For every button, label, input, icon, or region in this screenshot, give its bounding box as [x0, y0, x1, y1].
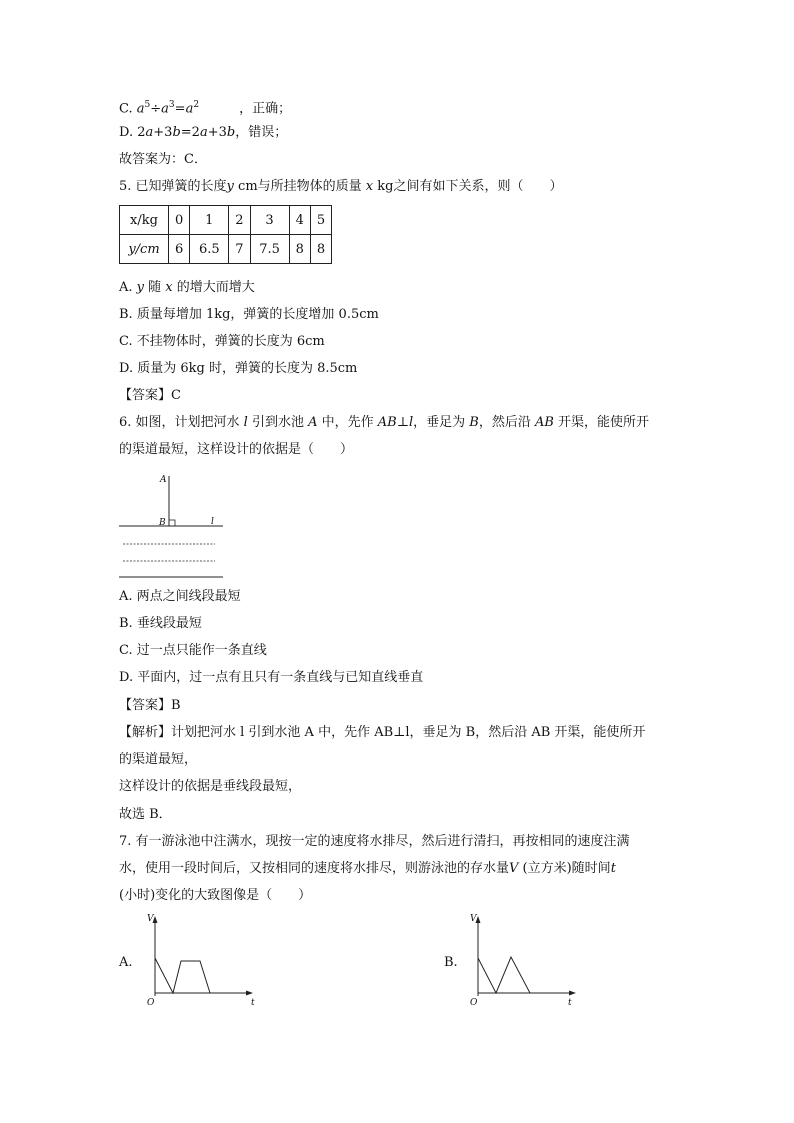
- exp: 2: [193, 100, 200, 110]
- text: +3: [153, 125, 173, 140]
- table-cell: 0: [169, 206, 190, 235]
- option-c-line: [119, 96, 291, 118]
- q7-option-a-label: A.: [119, 955, 133, 970]
- var: V: [509, 861, 519, 876]
- table-cell: 6: [169, 235, 190, 264]
- var: x: [165, 280, 173, 295]
- q5-answer: 【答案】C: [119, 388, 181, 403]
- table-cell: 8: [310, 235, 331, 264]
- var: AB: [534, 415, 554, 430]
- table-row: [120, 206, 332, 235]
- q7-option-b-label: B.: [444, 955, 458, 970]
- q6-option-d: D. 平面内，过一点有且只有一条直线与已知直线垂直: [119, 670, 424, 685]
- var: A: [308, 415, 318, 430]
- axis-label-v: V: [147, 914, 154, 924]
- text: 随: [144, 280, 166, 295]
- axis-label-t: t: [568, 998, 572, 1008]
- q7-graph-b: [468, 912, 583, 1007]
- label-l: l: [211, 517, 214, 527]
- graph-curve: [478, 957, 530, 993]
- table-cell: 3: [250, 206, 289, 235]
- text: kg之间有如下关系，则（ ）: [373, 179, 563, 194]
- text: ，错误；: [235, 125, 288, 140]
- text: 中，先作: [317, 415, 378, 430]
- var: a: [145, 125, 154, 140]
- table-cell: 2: [229, 206, 250, 235]
- axis-label-t: t: [251, 998, 255, 1008]
- text: ⊥: [396, 415, 409, 430]
- exp: 5: [144, 100, 151, 110]
- var: a: [185, 101, 194, 117]
- var: x: [365, 179, 374, 194]
- var: a: [199, 125, 208, 140]
- q6-option-b: B. 垂线段最短: [119, 616, 202, 631]
- q7-stem-line1: 7. 有一游泳池中注满水，现按一定的速度将水排尽，然后进行清扫，再按相同的速度注满: [119, 834, 630, 849]
- q7-stem-line2: [119, 860, 616, 878]
- right-angle-mark: [169, 520, 175, 526]
- q7-stem-line3: (小时)变化的大致图像是（ ）: [119, 888, 312, 903]
- table-cell: 1: [190, 206, 229, 235]
- t-axis-arrow: [246, 991, 253, 996]
- graph-curve: [155, 958, 210, 993]
- table-cell: 7: [229, 235, 250, 264]
- text: ，垂足为: [413, 415, 470, 430]
- text: (立方米)随时间: [518, 861, 611, 876]
- origin-label: O: [147, 998, 155, 1008]
- q6-stem-line2: 的渠道最短，这样设计的依据是（ ）: [119, 442, 354, 457]
- row-header-x: x/kg: [120, 206, 169, 235]
- q6-option-c: C. 过一点只能作一条直线: [119, 643, 267, 658]
- text: +3: [207, 125, 227, 140]
- label-b: B: [159, 518, 166, 528]
- var: y: [136, 280, 145, 295]
- q6-analysis-3: 这样设计的依据是垂线段最短，: [119, 779, 302, 794]
- q5-option-d: D. 质量为 6kg 时，弹簧的长度为 8.5cm: [119, 361, 358, 376]
- text: cm与所挂物体的质量: [233, 179, 366, 194]
- var: a: [161, 101, 169, 117]
- var: l: [408, 415, 414, 430]
- table-row: [120, 235, 332, 264]
- table-cell: 6.5: [190, 235, 229, 264]
- q6-analysis-4: 故选 B．: [119, 807, 172, 822]
- q7-graph-a: [145, 912, 260, 1007]
- option-d-line: [119, 124, 287, 142]
- origin-label: O: [470, 998, 478, 1008]
- var: b: [172, 125, 181, 140]
- text: 引到水池: [247, 415, 309, 430]
- row-header-y: y/cm: [120, 235, 169, 264]
- text: =2: [180, 125, 200, 140]
- q6-analysis-1: 【解析】计划把河水 l 引到水池 A 中，先作 AB⊥l，垂足为 B，然后沿 AB 开渠，能使所开: [119, 725, 646, 740]
- q5-option-c: C. 不挂物体时，弹簧的长度为 6cm: [119, 334, 325, 349]
- table-cell: 4: [289, 206, 310, 235]
- q5-stem: [119, 178, 562, 196]
- q5-option-a: [119, 279, 255, 297]
- table-cell: 7.5: [250, 235, 289, 264]
- t-axis-arrow: [569, 991, 576, 996]
- q6-answer: 【答案】B: [119, 698, 181, 713]
- text: =: [174, 101, 186, 117]
- q6-stem-line1: [119, 414, 649, 432]
- text: 的增大而增大: [172, 280, 255, 295]
- text: ，然后沿: [478, 415, 535, 430]
- label-a: A: [160, 475, 167, 485]
- var: l: [243, 415, 248, 430]
- answer-line: 故答案为：C．: [119, 152, 207, 167]
- text: 6. 如图，计划把河水: [119, 415, 244, 430]
- text: C.: [119, 101, 137, 117]
- var: B: [469, 415, 479, 430]
- var: AB: [377, 415, 397, 430]
- var: t: [610, 861, 616, 876]
- text: D. 2: [119, 125, 146, 140]
- table-cell: 5: [310, 206, 331, 235]
- q6-option-a: A. 两点之间线段最短: [119, 589, 241, 604]
- q5-table: [119, 205, 332, 264]
- text: ，正确；: [239, 101, 292, 117]
- text: 5. 已知弹簧的长度: [119, 179, 227, 194]
- var: b: [226, 125, 236, 140]
- var: a: [136, 101, 145, 117]
- q5-option-b: B. 质量每增加 1kg，弹簧的长度增加 0.5cm: [119, 307, 379, 322]
- var: y: [226, 179, 234, 194]
- text: 开渠，能使所开: [553, 415, 650, 430]
- axis-label-v: V: [470, 914, 477, 924]
- exp: 3: [168, 100, 175, 110]
- table-cell: 8: [289, 235, 310, 264]
- q6-river-figure: [115, 470, 235, 582]
- text: A.: [119, 280, 137, 295]
- text: ÷: [150, 101, 162, 117]
- q6-analysis-2: 的渠道最短，: [119, 752, 198, 767]
- text: 水，使用一段时间后，又按相同的速度将水排尽，则游泳池的存水量: [119, 861, 510, 876]
